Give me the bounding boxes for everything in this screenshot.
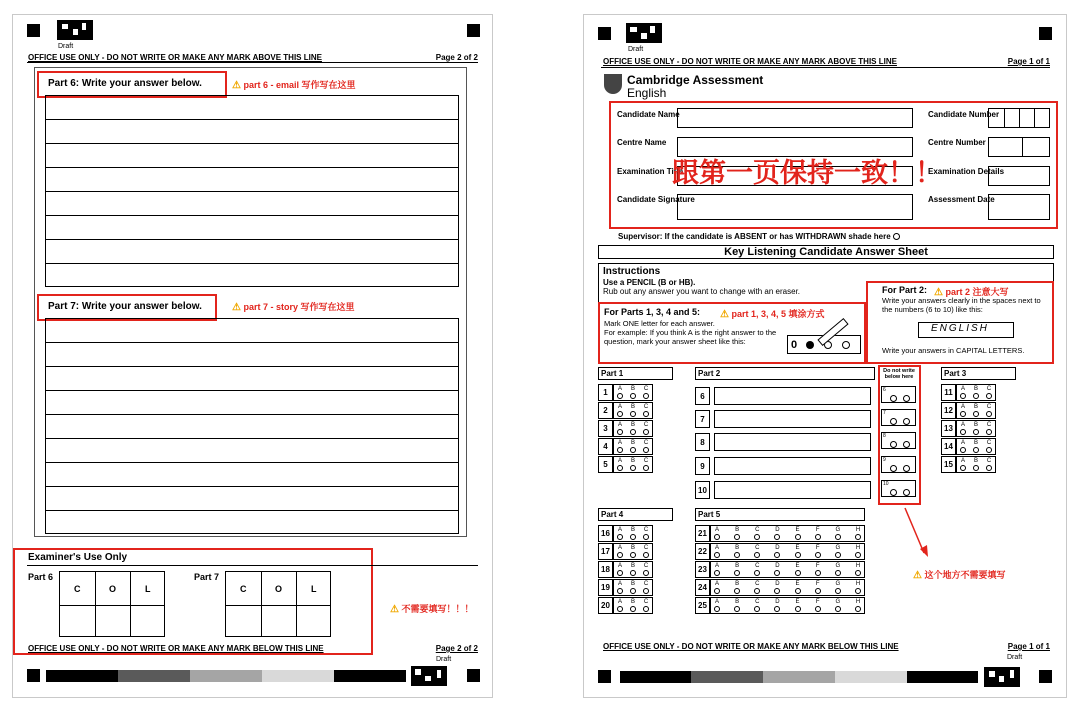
examiners-use-title: Examiner's Use Only (28, 552, 128, 563)
draft-label-bottom: Draft (436, 656, 452, 663)
part2-row[interactable]: 7 (695, 410, 871, 428)
barcode-top (626, 23, 662, 43)
page-number-bottom: Page 1 of 1 (1007, 642, 1050, 651)
label-assessment-date: Assessment Date (928, 195, 995, 204)
label-candidate-number: Candidate Number (928, 110, 1000, 119)
warning-icon: ⚠ (934, 287, 943, 298)
page-number-bottom: Page 2 of 2 (435, 644, 478, 653)
answer-sheet-page-2 (12, 14, 493, 698)
part2-line1: Write your answers clearly in the spaces next to the numbers (6 to 10) like this: (882, 296, 1041, 314)
sheet-title: Key Listening Candidate Answer Sheet (598, 245, 1054, 259)
label-centre-name: Centre Name (617, 138, 667, 147)
candidate-name-field[interactable] (677, 108, 913, 128)
assessment-date-field[interactable] (988, 194, 1050, 220)
part2-note: ⚠ part 2 注意大写 (934, 287, 1009, 298)
warning-icon: ⚠ (232, 80, 241, 91)
registration-mark (598, 670, 611, 683)
registration-mark (598, 27, 611, 40)
barcode-bottom (411, 666, 447, 686)
instruction-pencil: Use a PENCIL (B or HB). (603, 278, 696, 287)
part4-row[interactable]: 18 A B C (598, 561, 653, 578)
part5-header: Part 5 (695, 508, 865, 521)
part3-row[interactable]: 14 A B C (941, 438, 996, 455)
registration-mark (1039, 27, 1052, 40)
part5-row[interactable]: 22 A B C D E F G H (695, 543, 865, 560)
red-arrow-icon (902, 505, 932, 560)
do-not-write-box: 10 (881, 480, 916, 497)
part5-row[interactable]: 24 A B C D E F G H (695, 579, 865, 596)
examiner-part6-label: Part 6 (28, 572, 54, 582)
part1-row[interactable]: 4 A B C (598, 438, 653, 455)
crest-icon (604, 74, 622, 94)
barcode-bottom (984, 667, 1020, 687)
office-use-bottom: OFFICE USE ONLY - DO NOT WRITE OR MAKE ANY MARK BELOW THIS LINE (603, 642, 899, 651)
label-candidate-signature: Candidate Signature (617, 195, 695, 204)
part1-header: Part 1 (598, 367, 673, 380)
instructions-title: Instructions (603, 266, 661, 277)
part3-header: Part 3 (941, 367, 1016, 380)
registration-mark (27, 24, 40, 37)
part5-row[interactable]: 23 A B C D E F G H (695, 561, 865, 578)
examiner-part6-grid: C O L (59, 571, 165, 637)
do-not-write-header: Do not write below here (883, 368, 915, 380)
part6-writing-lines[interactable] (45, 95, 459, 287)
warning-icon: ⚠ (913, 570, 922, 581)
part5-row[interactable]: 25 A B C D E F G H (695, 597, 865, 614)
registration-mark (467, 24, 480, 37)
do-not-write-box: 8 (881, 432, 916, 449)
office-use-bottom: OFFICE USE ONLY - DO NOT WRITE OR MAKE ANY MARK BELOW THIS LINE (28, 644, 324, 653)
no-fill-note: ⚠ 不需要填写！！！ (390, 604, 474, 615)
centre-number-field[interactable] (988, 137, 1050, 157)
page-number-top: Page 2 of 2 (435, 53, 478, 62)
warning-icon: ⚠ (232, 302, 241, 313)
parts-1345-line1: Mark ONE letter for each answer. (604, 319, 715, 328)
label-exam-details: Examination Details (928, 167, 1005, 176)
part4-row[interactable]: 19 A B C (598, 579, 653, 596)
part2-instr-title: For Part 2: (882, 285, 928, 295)
part3-row[interactable]: 15 A B C (941, 456, 996, 473)
parts-1345-title: For Parts 1, 3, 4 and 5: (604, 307, 701, 317)
part3-row[interactable]: 11 A B C (941, 384, 996, 401)
part1-row[interactable]: 1 A B C (598, 384, 653, 401)
warning-icon: ⚠ (390, 604, 399, 615)
do-not-write-note: ⚠ 这个地方不需要填写 (913, 570, 1006, 581)
page-number-top: Page 1 of 1 (1007, 57, 1050, 66)
part4-header: Part 4 (598, 508, 673, 521)
part5-row[interactable]: 21 A B C D E F G H (695, 525, 865, 542)
registration-mark (467, 669, 480, 682)
part6-note: ⚠ part 6 - email 写作写在这里 (232, 80, 356, 91)
draft-label: Draft (628, 46, 644, 53)
overlay-annotation: 跟第一页保持一致！！ (672, 158, 942, 188)
part4-row[interactable]: 17 A B C (598, 543, 653, 560)
label-centre-number: Centre Number (928, 138, 986, 147)
draft-label-bottom: Draft (1007, 654, 1023, 661)
part4-row[interactable]: 16 A B C (598, 525, 653, 542)
part2-row[interactable]: 10 (695, 481, 871, 499)
label-candidate-name: Candidate Name (617, 110, 680, 119)
part1-row[interactable]: 2 A B C (598, 402, 653, 419)
part7-writing-lines[interactable] (45, 318, 459, 534)
do-not-write-box: 7 (881, 409, 916, 426)
candidate-signature-field[interactable] (677, 194, 913, 220)
part2-line2: Write your answers in CAPITAL LETTERS. (882, 346, 1025, 355)
parts-1345-line2: For example: If you think A is the right answer to the question, mark your answer sheet like this: (604, 328, 777, 346)
candidate-number-field[interactable] (988, 108, 1050, 128)
part7-label: Part 7: Write your answer below. (48, 301, 202, 312)
office-use-top: OFFICE USE ONLY - DO NOT WRITE OR MAKE ANY MARK ABOVE THIS LINE (603, 57, 897, 66)
instruction-eraser: Rub out any answer you want to change with an eraser. (603, 287, 801, 296)
part7-note: ⚠ part 7 - story 写作写在这里 (232, 302, 355, 313)
registration-mark (27, 669, 40, 682)
do-not-write-box: 9 (881, 456, 916, 473)
examiner-part7-grid: C O L (225, 571, 331, 637)
supervisor-note: Supervisor: If the candidate is ABSENT or has WITHDRAWN shade here (618, 232, 900, 241)
examiner-part7-label: Part 7 (194, 572, 220, 582)
part2-row[interactable]: 9 (695, 457, 871, 475)
part6-label: Part 6: Write your answer below. (48, 78, 202, 89)
timing-strip (46, 670, 406, 682)
answer-sheet-page-1 (583, 14, 1067, 698)
part2-row[interactable]: 6 (695, 387, 871, 405)
exam-details-field[interactable] (988, 166, 1050, 186)
office-use-top: OFFICE USE ONLY - DO NOT WRITE OR MAKE ANY MARK ABOVE THIS LINE (28, 53, 322, 62)
parts-1345-note: ⚠ part 1, 3, 4, 5 填涂方式 (720, 309, 825, 320)
logo-text: Cambridge Assessment English (627, 73, 764, 100)
part2-example-box: ENGLISH (918, 322, 1014, 338)
timing-strip (620, 671, 978, 683)
part2-row[interactable]: 8 (695, 433, 871, 451)
part3-row[interactable]: 13 A B C (941, 420, 996, 437)
registration-mark (1039, 670, 1052, 683)
part4-row[interactable]: 20 A B C (598, 597, 653, 614)
part1-row[interactable]: 5 A B C (598, 456, 653, 473)
barcode-top (57, 20, 93, 40)
draft-label: Draft (58, 43, 74, 50)
warning-icon: ⚠ (720, 309, 729, 320)
do-not-write-box: 6 (881, 386, 916, 403)
part3-row[interactable]: 12 A B C (941, 402, 996, 419)
example-mark-graphic: 0 (787, 335, 861, 354)
label-exam-title: Examination Title (617, 167, 684, 176)
part1-row[interactable]: 3 A B C (598, 420, 653, 437)
part2-header: Part 2 (695, 367, 875, 380)
